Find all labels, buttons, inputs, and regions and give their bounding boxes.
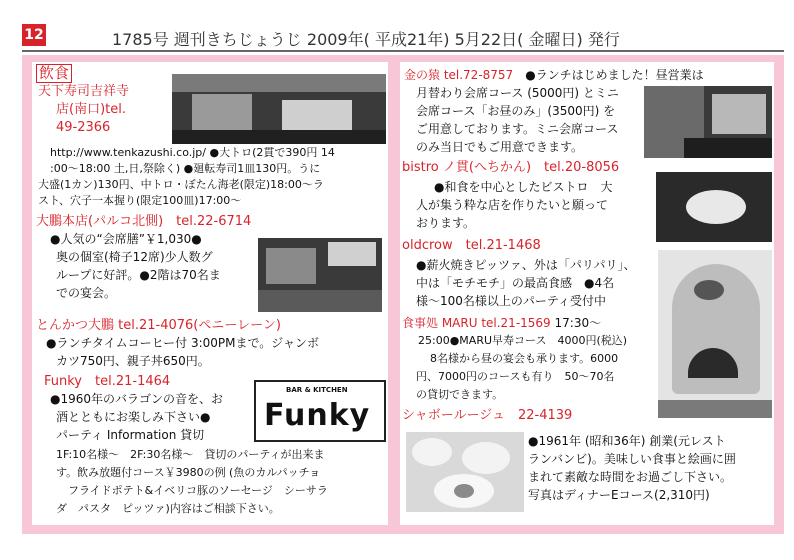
funky-logo-subtitle: BAR & KITCHEN <box>286 386 348 394</box>
taiho-line-2: 奥の個室(椅子12席)少人数グ <box>56 250 213 264</box>
tenka-line-2: :00～18:00 土,日,祭除く) ●廻転寿司1皿130円。うに <box>50 162 321 175</box>
bistro-photo <box>656 172 772 242</box>
kinnosaru-line-5: のみ当日でもご用意できます。 <box>416 140 584 154</box>
right-column <box>400 62 774 525</box>
funky-line-7: ダ パスタ ピッツァ)内容はご相談下さい。 <box>56 502 280 515</box>
kinnosaru-photo <box>644 86 772 158</box>
funky-title: Funky tel.21-1464 <box>44 374 171 389</box>
chaboru-line-2: ランバンビ)。美味しい食事と絵画に囲 <box>528 452 736 466</box>
tonkatsu-title: とんかつ大鵬 tel.21-4076(ペニーレーン) <box>36 318 281 333</box>
taiho-title: 大鵬本店(パルコ北側) tel.22-6714 <box>36 214 252 229</box>
funky-logo-text: Funky <box>264 398 371 433</box>
tenka-title-1: 天下寿司吉祥寺 <box>38 84 130 99</box>
chaboru-title: シャボールージュ 22-4139 <box>402 408 573 423</box>
oldcrow-line-3: 様～100名様以上のパーティ受付中 <box>416 294 606 308</box>
kinnosaru-line-1-title: 金の猿 tel.72-8757 <box>404 68 514 82</box>
maru-line-5: の貸切できます。 <box>416 388 504 401</box>
taiho-photo <box>258 238 382 312</box>
tonkatsu-line-2: カツ750円、親子丼650円。 <box>56 354 210 368</box>
tenka-line-1: http://www.tenkazushi.co.jp/ ●大トロ(2貫で390円 14 <box>50 146 335 159</box>
tenka-title-3: 49-2366 <box>56 120 111 135</box>
tonkatsu-line-1: ●ランチタイムコーヒー付 3:00PMまで。ジャンボ <box>46 336 320 350</box>
oldcrow-line-2: 中は「モチモチ」の最高食感 ●4名 <box>416 276 615 290</box>
tenka-photo <box>172 74 386 144</box>
kinnosaru-line-4: ご用意しております。ミニ会席コース <box>416 122 619 136</box>
category-label: 飲食 <box>36 64 72 83</box>
oldcrow-line-1: ●薪火焼きピッツァ、外は「パリパリ」、 <box>416 258 636 272</box>
taiho-line-1: ●人気の“会席膳”￥1,030● <box>50 232 202 246</box>
funky-logo <box>254 380 386 442</box>
maru-line-4: 円、7000円のコースも有り 50～70名 <box>416 370 615 383</box>
kinnosaru-line-3: 会席コース「お昼のみ」(3500円) を <box>416 104 616 118</box>
maru-line-1: 食事処 MARU tel.21-1569 17:30～ <box>402 316 602 330</box>
funky-line-5: す。飲み放題付コース￥3980の例 (魚のカルパッチョ <box>56 466 321 479</box>
tenka-line-4: スト、穴子一本握り(限定100皿)17:00～ <box>38 194 242 207</box>
kinnosaru-line-2: 月替わり会席コース (5000円) とミニ <box>416 86 619 100</box>
left-column <box>32 62 388 525</box>
maru-line-1-title: 食事処 MARU tel.21-1569 <box>402 316 551 330</box>
bistro-line-2: 人が集う粋な店を作りたいと願って <box>416 198 609 212</box>
chaboru-line-1: ●1961年 (昭和36年) 創業(元レスト <box>528 434 726 448</box>
kinnosaru-line-1: 金の猿 tel.72-8757 ●ランチはじめました！昼営業は <box>404 68 704 82</box>
oldcrow-oven-photo <box>658 250 772 418</box>
taiho-line-3: ループに好評。●2階は70名ま <box>56 268 221 282</box>
bistro-title: bistro ノ貫(へちかん) tel.20-8056 <box>402 160 620 175</box>
funky-line-4: 1F:10名様～ 2F:30名様～ 貸切のパーティが出来ま <box>56 448 325 461</box>
chaboru-photo <box>406 432 524 512</box>
taiho-line-4: での宴会。 <box>56 286 117 300</box>
funky-line-6: フライドポテト&イベリコ豚のソーセージ シーサラ <box>68 484 328 497</box>
chaboru-line-3: まれて素敵な時間をお過ごし下さい。 <box>528 470 733 484</box>
oldcrow-title: oldcrow tel.21-1468 <box>402 238 541 253</box>
funky-line-1: ●1960年のバラゴンの音を、お <box>50 392 224 406</box>
maru-line-2: 25:00●MARU早寿コース 4000円(税込) <box>418 334 628 347</box>
chaboru-line-4: 写真はディナーEコース(2,310円) <box>528 488 710 502</box>
bistro-line-1: ●和食を中心としたビストロ 大 <box>434 180 613 194</box>
bistro-line-3: おります。 <box>416 216 476 230</box>
tenka-line-3: 大盛(1カン)130円、中トロ・ぼたん海老(限定)18:00～ラ <box>38 178 324 191</box>
newspaper-header: 1785号 週刊きちじょうじ 2009年( 平成21年) 5月22日( 金曜日) 発行 <box>112 30 620 49</box>
maru-line-3: 8名様から昼の宴会も承ります。6000 <box>430 352 619 365</box>
funky-line-2: 酒とともにお楽しみ下さい● <box>56 410 211 424</box>
tenka-title-2: 店(南口)tel. <box>56 102 126 117</box>
funky-line-3: パーティ Information 貸切 <box>56 428 205 442</box>
page-number: 12 <box>22 24 46 46</box>
header-rule <box>22 50 784 52</box>
